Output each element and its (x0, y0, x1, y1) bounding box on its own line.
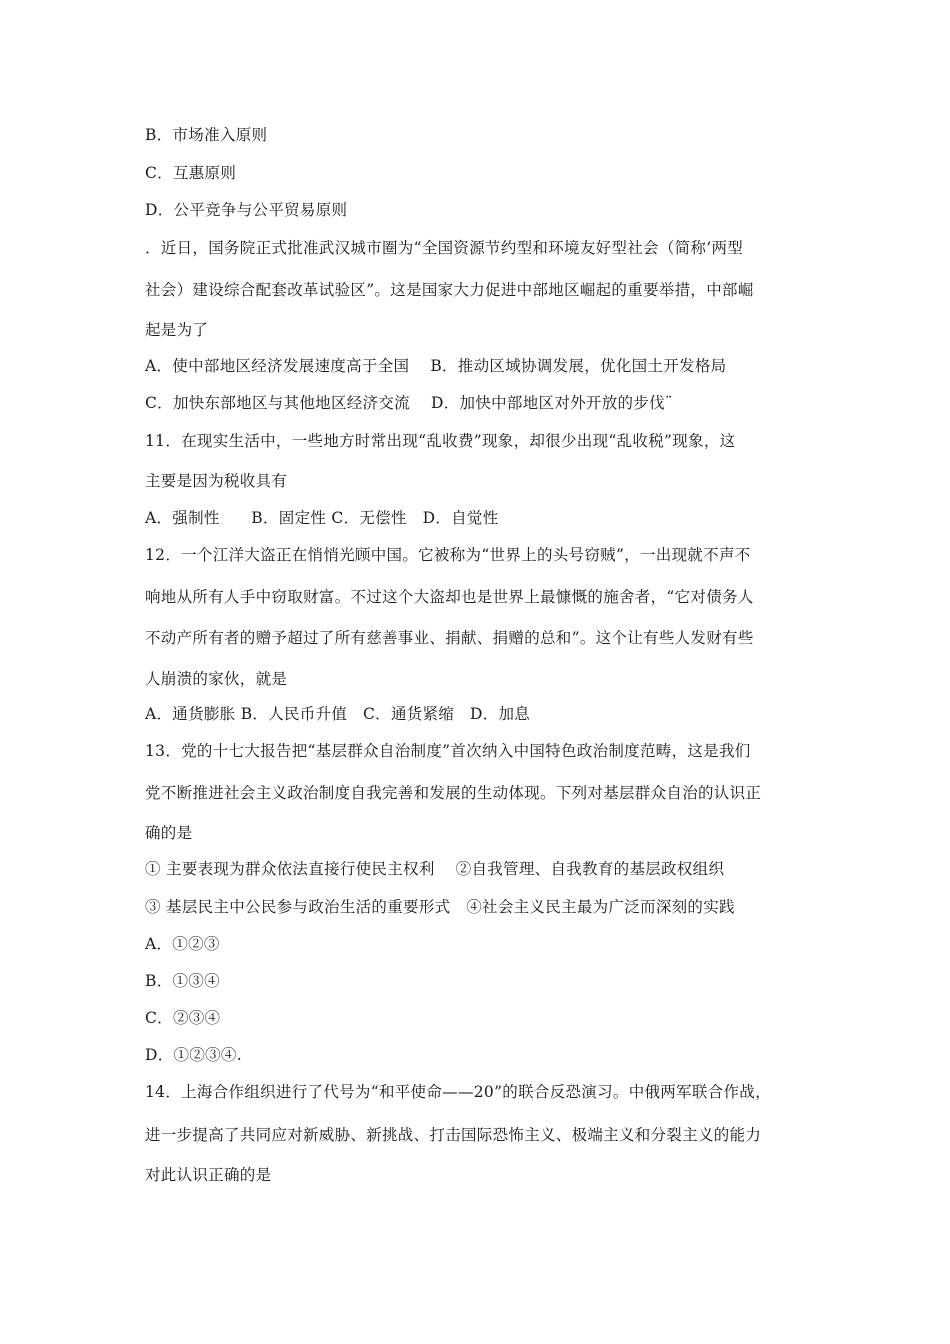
question-11-options: A．强制性 B．固定性 C．无偿性 D．自觉性 (145, 509, 499, 527)
question-13-option-b: B．①③④ (145, 972, 220, 990)
option-d-fair-competition: D．公平竞争与公平贸易原则 (145, 201, 348, 219)
question-12-text-line2: 响地从所有人手中窃取财富。不过这个大盗却也是世界上最慷慨的施舍者，“它对债务人 (145, 588, 754, 606)
question-10-text-line3: 起是为了 (145, 321, 209, 339)
question-14-text: 14．上海合作组织进行了代号为“和平使命——20”的联合反恐演习。中俄两军联合作战， (145, 1083, 771, 1101)
question-13-statements-34: ③ 基层民主中公民参与政治生活的重要形式 ④社会主义民主最为广泛而深刻的实践 (145, 898, 735, 916)
question-13-statements-12: ① 主要表现为群众依法直接行使民主权利 ②自我管理、自我教育的基层政权组织 (145, 860, 725, 878)
question-10-text-line2: 社会）建设综合配套改革试验区”。这是国家大力促进中部地区崛起的重要举措，中部崛 (145, 281, 754, 299)
question-13-text-line2: 党不断推进社会主义政治制度自我完善和发展的生动体现。下列对基层群众自治的认识正 (145, 784, 762, 802)
question-13-text-line3: 确的是 (145, 824, 193, 842)
question-13-option-c: C．②③④ (145, 1009, 221, 1027)
option-b-market-access: B．市场准入原则 (145, 126, 268, 144)
question-11-text: 11．在现实生活中，一些地方时常出现“乱收费”现象，却很少出现“乱收税”现象，这 (145, 432, 736, 450)
question-13-option-a: A．①②③ (145, 935, 220, 953)
question-10-options-cd: C．加快东部地区与其他地区经济交流 D．加快中部地区对外开放的步伐¨ (145, 394, 673, 412)
question-14-text-line2: 进一步提高了共同应对新威胁、新挑战、打击国际恐怖主义、极端主义和分裂主义的能力 (145, 1126, 762, 1144)
question-12-options: A．通货膨胀 B．人民币升值 C．通货紧缩 D．加息 (145, 705, 531, 723)
question-13-option-d: D．①②③④. (145, 1046, 242, 1064)
option-c-reciprocity: C．互惠原则 (145, 164, 237, 182)
question-10-text: ．近日，国务院正式批准武汉城市圈为“全国资源节约型和环境友好型社会（简称‘两型 (145, 239, 744, 257)
question-12-text-line4: 人崩溃的家伙，就是 (145, 670, 288, 688)
question-10-options-ab: A．使中部地区经济发展速度高于全国 B．推动区域协调发展，优化国土开发格局 (145, 357, 727, 375)
question-14-text-line3: 对此认识正确的是 (145, 1166, 272, 1184)
question-12-text-line3: 不动产所有者的赠予超过了所有慈善事业、捐献、捐赠的总和”。这个让有些人发财有些 (145, 629, 754, 647)
question-12-text: 12．一个江洋大盗正在悄悄光顾中国。它被称为“世界上的头号窃贼”，一出现就不声不 (145, 546, 751, 564)
question-13-text: 13．党的十七大报告把“基层群众自治制度”首次纳入中国特色政治制度范畴，这是我们 (145, 742, 751, 760)
question-11-text-line2: 主要是因为税收具有 (145, 472, 288, 490)
